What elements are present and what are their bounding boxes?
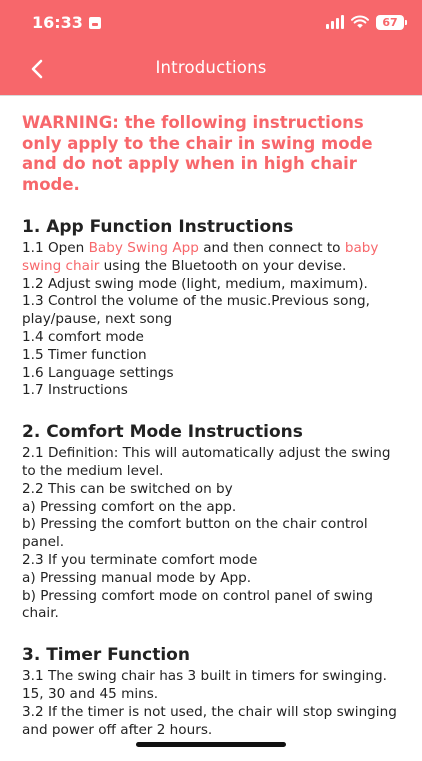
section-comfort-mode	[22, 422, 407, 623]
wifi-icon	[351, 15, 369, 29]
instructions-content	[22, 113, 407, 761]
instruction-line: 1.3 Control the volume of the music.Previous song, play/pause, next song	[22, 293, 371, 328]
section-app-function	[22, 217, 407, 400]
instruction-line: 3.1 The swing chair has 3 built in timers for swinging. 15, 30 and 45 mins.	[22, 668, 387, 702]
instruction-line: 1.5 Timer function	[22, 346, 147, 363]
status-indicators	[326, 13, 404, 31]
instruction-line	[22, 240, 407, 276]
section-title: 2. Comfort Mode Instructions	[22, 422, 303, 443]
status-bar	[0, 0, 422, 46]
baby-swing-app-link[interactable]: Baby Swing App	[88, 240, 199, 256]
instruction-line: 2.3 If you terminate comfort mode	[22, 551, 258, 568]
line-text: using the Bluetooth on your devise.	[99, 257, 347, 274]
instruction-line: 3.2 If the timer is not used, the chair will stop swinging and power off after 2 hours.	[22, 703, 397, 738]
instruction-line: 1.7 Instructions	[22, 382, 128, 399]
instruction-line: 2.2 This can be switched on by	[22, 480, 233, 497]
section-title: 1. App Function Instructions	[22, 217, 294, 237]
instruction-line: 1.2 Adjust swing mode (light, medium, maximum).	[22, 275, 368, 292]
instruction-line: 1.6 Language settings	[22, 364, 174, 381]
battery-icon	[376, 15, 404, 30]
instruction-line: 1.4 comfort mode	[22, 328, 144, 345]
section-timer-function	[22, 645, 407, 739]
warning-text: WARNING: the following instructions only apply to the chair in swing mode and do not apply when in high chair mode.	[22, 113, 373, 194]
instruction-line: a) Pressing manual mode by App.	[22, 569, 252, 586]
home-indicator[interactable]	[136, 742, 286, 747]
app-header	[0, 0, 422, 96]
instruction-line: 2.1 Definition: This will automatically adjust the swing to the medium level.	[22, 445, 391, 479]
status-time	[32, 13, 101, 32]
line-text: 1.1 Open	[22, 240, 89, 256]
cellular-signal-icon	[326, 15, 344, 29]
baby-swing-chair-link[interactable]: baby swing chair	[22, 240, 379, 274]
section-title: 3. Timer Function	[22, 645, 190, 666]
page-title: Introductions	[155, 58, 267, 77]
line-text: and then connect to	[198, 240, 345, 256]
instruction-line: a) Pressing comfort on the app.	[22, 498, 237, 515]
battery-level: 67	[382, 15, 398, 29]
status-time-text: 16:33	[32, 13, 83, 32]
id-card-icon	[89, 17, 101, 29]
instruction-line: b) Pressing comfort mode on control panel of swing chair.	[22, 587, 373, 622]
instruction-line: b) Pressing the comfort button on the chair control panel.	[22, 516, 368, 551]
